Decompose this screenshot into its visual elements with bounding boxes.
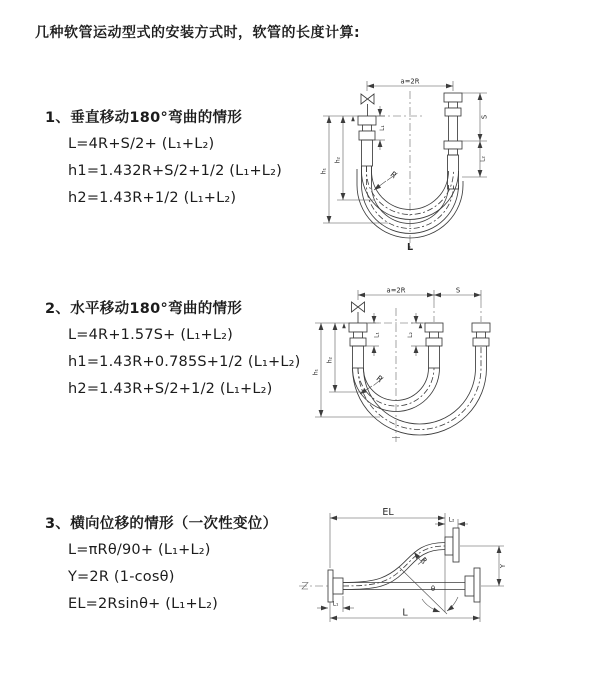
dim-l1 (366, 313, 381, 356)
formula-L: L=4R+1.57S+ (L₁+L₂) (68, 327, 233, 343)
dim-label-l1: L₁ (380, 125, 386, 131)
dim-label-y: Y (499, 563, 507, 569)
dim-s (434, 287, 481, 296)
left-hose-braid (362, 140, 373, 166)
dim-label-s: S (455, 286, 461, 295)
dim-label-h1: h₁ (321, 167, 328, 175)
formula-Y: Y=2R (1-cosθ) (68, 569, 175, 585)
valve-icon (352, 302, 365, 323)
dim-l1 (375, 106, 386, 150)
section-1-formulas (68, 135, 282, 209)
dim-l2 (408, 313, 426, 356)
radius-label: R (374, 373, 385, 385)
position-arrow (351, 116, 355, 121)
left-flange (328, 570, 343, 602)
section-2-formulas (68, 326, 301, 400)
left-hose-braid (353, 346, 364, 368)
dim-l (330, 602, 480, 622)
dim-a2r (358, 287, 481, 301)
angle-theta (422, 585, 458, 612)
position-arrow (342, 323, 346, 328)
formula-L: L=πRθ/90+ (L₁+L₂) (68, 542, 211, 558)
formula-L: L=4R+S/2+ (L₁+L₂) (68, 136, 215, 152)
dim-label-el: EL (382, 507, 394, 518)
dim-label-a2r: a=2R (400, 77, 420, 86)
formula-h1: h1=1.43R+0.785S+1/2 (L₁+L₂) (68, 354, 301, 370)
middle-hose-braid (429, 346, 440, 368)
dim-label-l1: L₁ (332, 601, 339, 608)
formula-h1: h1=1.432R+S/2+1/2 (L₁+L₂) (68, 163, 282, 179)
position-arrow (419, 323, 423, 328)
left-pipe-fitting (349, 323, 367, 346)
u-hose-arcs (353, 346, 487, 435)
right-pipe-fitting-upper (444, 93, 462, 116)
angle-label: θ (430, 585, 436, 593)
left-pipe-fitting (358, 116, 376, 140)
dim-a2r (367, 78, 453, 92)
dim-label-h2: h₂ (327, 356, 334, 364)
dim-label-l2: L₂ (408, 332, 414, 338)
section-2-heading: 2、水平移动180°弯曲的情形 (45, 301, 243, 317)
right-flange (465, 568, 480, 602)
page-title: 几种软管运动型式的安装方式时，软管的长度计算: (35, 25, 361, 41)
section-horizontal-movement (45, 297, 301, 407)
dim-l1 (317, 596, 354, 612)
dim-label-h2: h₂ (335, 156, 342, 164)
section-lateral-displacement (45, 512, 277, 622)
straight-pipe (343, 583, 465, 590)
formula-h2: h2=1.43R+S/2+1/2 (L₁+L₂) (68, 381, 273, 397)
dim-label-l1: L₁ (374, 332, 381, 338)
diagram-lateral-displacement (295, 500, 515, 640)
dim-label-l2: L₂ (448, 517, 455, 524)
valve-icon (361, 94, 374, 116)
formula-h2: h2=1.43R+1/2 (L₁+L₂) (68, 190, 237, 206)
dim-s (462, 93, 489, 141)
dim-l2 (435, 518, 468, 530)
section-3-heading: 3、横向位移的情形（一次性变位） (45, 516, 278, 532)
dim-label-s: S (480, 114, 489, 120)
dim-label-h1: h₁ (313, 368, 320, 376)
formula-EL: EL=2Rsinθ+ (L₁+L₂) (68, 596, 218, 612)
diagram-vertical-180-bend (310, 73, 535, 255)
right-pipe-fitting-lower (444, 141, 462, 155)
middle-pipe-fitting (425, 323, 443, 346)
radius-label: R (418, 555, 430, 566)
radius-label: R (388, 169, 399, 181)
radius-callout (414, 552, 429, 565)
dim-l2 (462, 141, 487, 177)
radius-callout (374, 170, 399, 190)
diagram-horizontal-180-bend (308, 280, 540, 450)
length-label: L (402, 607, 408, 619)
length-label: L (406, 242, 414, 253)
displaced-flange (445, 528, 459, 562)
dim-label-a2r: a=2R (386, 286, 406, 295)
dim-label-l2: L₂ (480, 156, 487, 162)
section-vertical-movement (45, 106, 282, 216)
right-pipe-fitting (472, 323, 490, 346)
section-1-heading: 1、垂直移动180°弯曲的情形 (45, 110, 243, 126)
section-3-formulas (68, 541, 277, 615)
